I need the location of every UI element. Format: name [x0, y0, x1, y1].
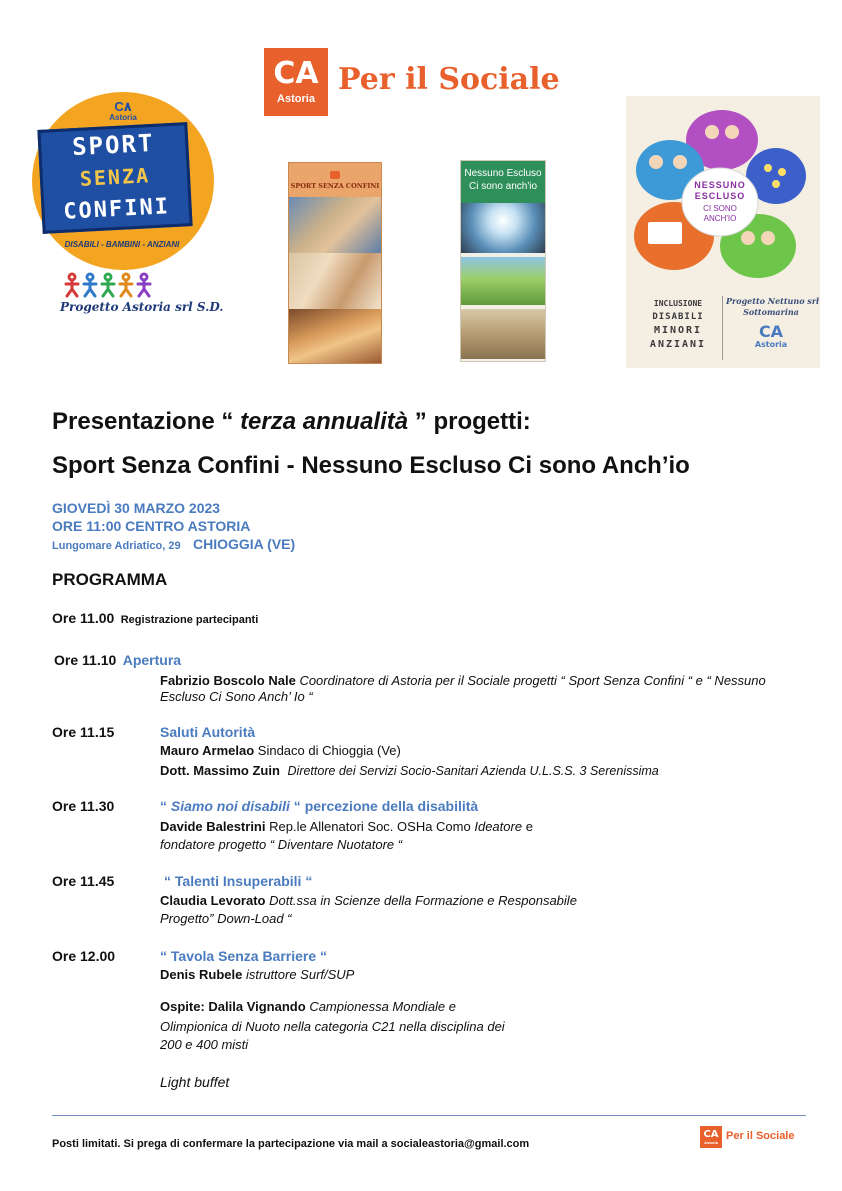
speaker-name: Denis Rubele	[160, 967, 243, 982]
poster-right-left-text	[638, 298, 718, 352]
speaker-name: Davide Balestrini	[160, 819, 266, 834]
poster-right-left-l2: DISABILI	[652, 312, 704, 322]
footer-logo-mark	[700, 1126, 722, 1148]
event-address-line	[52, 536, 295, 554]
speaker-role: Rep.le Allenatori Soc. OSHa Como	[269, 819, 471, 834]
brand-name: Per il Sociale	[338, 62, 560, 97]
title-line-1-c: ” progetti:	[408, 408, 531, 435]
poster-nessuno-photo-3	[461, 309, 545, 359]
poster-right-center-l3: CI SONO	[703, 204, 737, 213]
speaker-role: Dott.ssa in Scienze della Formazione e Responsabile	[269, 893, 577, 908]
poster-right-center-l4: ANCH'IO	[703, 214, 737, 223]
badge-line-sport: SPORT	[71, 128, 156, 162]
poster-nessuno-line1: Nessuno Escluso	[464, 168, 542, 179]
session-1100	[52, 610, 258, 628]
speaker-role: Direttore dei Servizi Socio-Sanitari Azienda U.L.S.S. 3 Serenissima	[287, 764, 659, 778]
poster-right-right-l1: Progetto Nettuno srl	[726, 296, 820, 306]
poster-nessuno-line2: Ci sono anch'io	[468, 181, 538, 192]
speaker-name: Fabrizio Boscolo Nale	[160, 673, 296, 688]
footer-logo-sub: Astoria	[704, 1139, 718, 1145]
header-logo	[264, 48, 574, 116]
speaker-name: Claudia Levorato	[160, 893, 266, 908]
logo-sub: Astoria	[277, 93, 315, 105]
speaker-levorato	[160, 892, 577, 910]
guest-role-cont-1: Olimpionica di Nuoto nella categoria C21 nella disciplina dei	[160, 1019, 505, 1034]
poster-right-left-l3: MINORI	[653, 325, 703, 336]
speaker-role: istruttore Surf/SUP	[245, 967, 355, 982]
speaker-rubele	[160, 966, 354, 984]
footer-divider	[52, 1115, 806, 1116]
logo-initials: CA	[273, 56, 319, 91]
poster-right-center-l2: ESCLUSO	[694, 191, 746, 201]
speaker-balestrini-role-cont: fondatore progetto “ Diventare Nuotatore “	[160, 837, 403, 852]
speaker-role: Coordinatore di Astoria per il Sociale progetti “ Sport Senza Confini “ e “ Nessuno	[299, 673, 766, 688]
session-time: Ore 11.00	[52, 610, 115, 626]
poster-nessuno-escluso	[460, 160, 546, 362]
speaker-name: Mauro Armelao	[160, 743, 255, 758]
poster-sport-label: SPORT SENZA CONFINI	[290, 181, 380, 190]
session-title-a: “	[160, 798, 171, 814]
programma-heading: PROGRAMMA	[52, 570, 168, 589]
footer-note-text: Posti limitati. Si prega di confermare la partecipazione via mail a	[52, 1138, 391, 1150]
poster-right-left-l1: INCLUSIONE	[653, 299, 703, 308]
poster-right-right-text	[726, 296, 820, 349]
speaker-levorato-role-cont: Progetto” Down-Load “	[160, 911, 292, 926]
session-1130-title	[160, 798, 478, 814]
poster-sport-top	[289, 163, 381, 197]
guest-role: Campionessa Mondiale e	[309, 999, 457, 1014]
session-1145-time: Ore 11.45	[52, 873, 115, 889]
poster-inclusione	[626, 96, 820, 368]
session-1110-header	[54, 652, 181, 670]
poster-sport-logo-icon	[330, 171, 340, 179]
guest-vignando	[160, 998, 456, 1016]
badge-band	[37, 122, 192, 234]
poster-right-center-text	[686, 180, 754, 224]
poster-right-logo-initials: CA	[758, 322, 784, 341]
footer-logo-initials: CA	[703, 1128, 719, 1140]
poster-right-divider	[722, 296, 723, 360]
speaker-name: Dott. Massimo Zuin	[160, 763, 280, 778]
badge-top-logo	[109, 100, 137, 122]
session-1115-title: Saluti Autorità	[160, 724, 256, 740]
badge-line-senza: SENZA	[42, 157, 187, 196]
poster-right-left-l4: ANZIANI	[649, 339, 707, 350]
speaker-role-italic: Ideatore	[474, 819, 523, 834]
title-line-1	[52, 408, 531, 436]
poster-sport-photo-1	[289, 197, 381, 253]
badge-line-confini: CONFINI	[62, 194, 171, 225]
event-address: Lungomare Adriatico, 29	[52, 540, 181, 552]
footer-logo	[700, 1126, 810, 1148]
people-figures-icon	[60, 272, 160, 298]
session-1145-title: “ Talenti Insuperabili “	[164, 873, 313, 889]
guest-role-cont-2: 200 e 400 misti	[160, 1037, 249, 1052]
poster-sport-senza-confini	[288, 162, 382, 364]
footer-email[interactable]: socialeastoria@gmail.com	[390, 1138, 530, 1150]
session-1200-title: “ Tavola Senza Barriere “	[160, 948, 328, 964]
speaker-boscolo-role-cont: Escluso Ci Sono Anch’ Io “	[160, 689, 313, 704]
guest-name: Ospite: Dalila Vignando	[160, 999, 306, 1014]
poster-sport-photo-3	[289, 309, 381, 363]
poster-nessuno-photo-1	[461, 203, 545, 253]
event-time-place: ORE 11:00 CENTRO ASTORIA	[52, 518, 251, 534]
speaker-armelao	[160, 742, 401, 760]
title-line-2: Sport Senza Confini - Nessuno Escluso Ci sono Anch’io	[52, 452, 690, 479]
session-title: Apertura	[122, 652, 182, 668]
badge-project: Progetto Astoria srl S.D.	[60, 300, 224, 314]
poster-nessuno-photo-2	[461, 257, 545, 305]
session-1115-time: Ore 11.15	[52, 724, 115, 740]
badge-logo-icon: C٨	[114, 99, 132, 114]
light-buffet: Light buffet	[160, 1074, 230, 1090]
poster-right-right-l2: Sottomarina	[743, 307, 799, 317]
event-date: GIOVEDÌ 30 MARZO 2023	[52, 500, 221, 516]
speaker-zuin	[160, 762, 659, 780]
session-1130-time: Ore 11.30	[52, 798, 115, 814]
footer-brand-name: Per il Sociale	[726, 1130, 795, 1142]
logo-mark	[264, 48, 328, 116]
session-title-c: “ percezione della disabilità	[289, 798, 479, 814]
title-line-1-a: Presentazione “	[52, 408, 241, 435]
badge-subtitle: DISABILI - BAMBINI - ANZIANI	[64, 240, 180, 249]
speaker-role-e: e	[525, 819, 533, 834]
badge-logo-text: Astoria	[109, 113, 137, 122]
title-line-1-b: terza annualità	[240, 408, 409, 435]
session-1200-time: Ore 12.00	[52, 948, 116, 964]
session-title: Registrazione partecipanti	[120, 614, 259, 626]
poster-right-center-l1: NESSUNO	[694, 180, 746, 190]
session-title-b: Siamo noi disabili	[170, 798, 290, 814]
footer-note	[52, 1138, 529, 1150]
speaker-balestrini	[160, 818, 533, 836]
poster-right-logo-sub: Astoria	[754, 340, 788, 349]
event-city: CHIOGGIA (VE)	[193, 536, 296, 552]
poster-sport-photo-2	[289, 253, 381, 309]
speaker-role: Sindaco di Chioggia (Ve)	[257, 743, 401, 758]
session-time: Ore 11.10	[54, 652, 117, 668]
poster-nessuno-header	[461, 161, 545, 203]
